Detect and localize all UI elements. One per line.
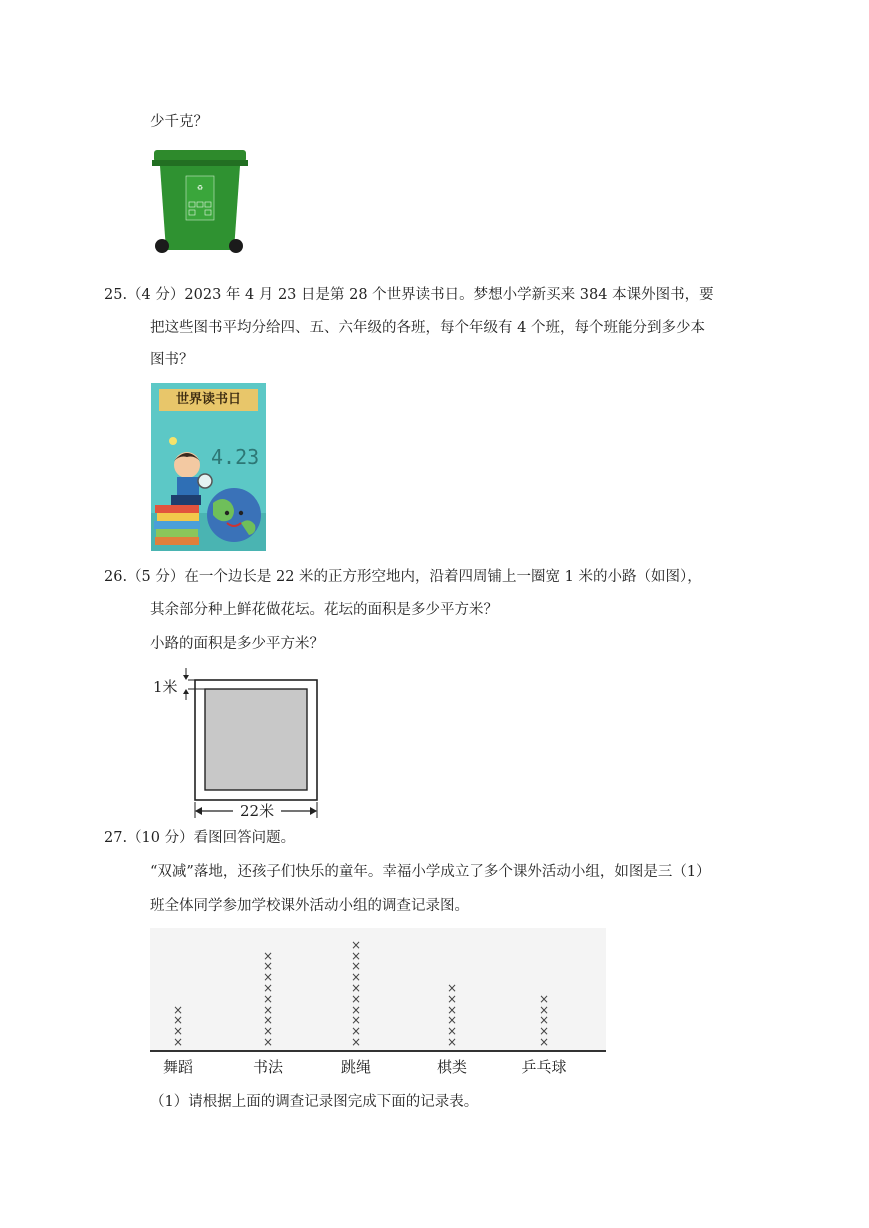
question-26-line-3: 小路的面积是多少平方米？ — [150, 636, 324, 652]
tally-mark: × — [262, 1002, 274, 1017]
tally-mark: × — [538, 1013, 550, 1028]
tally-mark: × — [172, 1013, 184, 1028]
tally-column — [349, 928, 363, 1049]
tally-mark: × — [262, 1024, 274, 1039]
trash-bin-image — [152, 150, 248, 260]
tally-mark: × — [262, 991, 274, 1006]
question-27-line-1: 27.（10 分）看图回答问题。 — [104, 830, 296, 846]
question-26-line-1: 26.（5 分）在一个边长是 22 米的正方形空地内，沿着四周铺上一圈宽 1 米的小路（如图）， — [104, 569, 702, 585]
tally-mark: × — [350, 1013, 362, 1028]
tally-column — [445, 928, 459, 1049]
tally-mark: × — [446, 1002, 458, 1017]
tally-mark: × — [262, 948, 274, 963]
tally-mark: × — [262, 970, 274, 985]
activity-tally-chart — [150, 928, 610, 1080]
category-label: 舞蹈 — [162, 1058, 193, 1076]
tally-mark: × — [446, 1013, 458, 1028]
question-25-line-2: 把这些图书平均分给四、五、六年级的各班，每个年级有 4 个班，每个班能分到多少本 — [150, 320, 705, 336]
tally-mark: × — [172, 1002, 184, 1017]
question-27-sub-1: （1）请根据上面的调查记录图完成下面的记录表。 — [150, 1094, 479, 1110]
tally-mark: × — [350, 1002, 362, 1017]
tally-mark: × — [262, 1035, 274, 1049]
tally-mark: × — [350, 991, 362, 1006]
svg-text:♻: ♻ — [196, 184, 204, 192]
tally-mark: × — [350, 1024, 362, 1039]
tally-mark: × — [350, 1035, 362, 1049]
square-garden-figure — [148, 666, 328, 826]
side-length-label: 22米 — [240, 802, 275, 820]
tally-mark: × — [172, 1035, 184, 1049]
world-book-day-poster — [151, 383, 266, 551]
tally-column — [537, 928, 551, 1049]
flower-bed — [205, 689, 307, 790]
question-24-tail: 少千克？ — [150, 114, 208, 130]
poster-title: 世界读书日 — [159, 389, 258, 411]
question-27-line-3: 班全体同学参加学校课外活动小组的调查记录图。 — [150, 898, 469, 914]
tally-mark: × — [446, 981, 458, 995]
category-label: 乒乓球 — [521, 1058, 567, 1076]
tally-mark: × — [538, 991, 550, 1006]
tally-mark: × — [538, 1035, 550, 1049]
question-27-line-2: “双减”落地，还孩子们快乐的童年。幸福小学成立了多个课外活动小组，如图是三（1） — [150, 864, 711, 880]
tally-mark: × — [350, 970, 362, 985]
x-axis-line — [150, 1050, 606, 1052]
tally-mark: × — [350, 937, 362, 952]
tally-column — [261, 928, 275, 1049]
tally-mark: × — [538, 1024, 550, 1039]
tally-mark: × — [350, 959, 362, 974]
poster-date: 4.23 — [211, 445, 260, 469]
tally-mark: × — [262, 1013, 274, 1028]
tally-mark: × — [262, 959, 274, 974]
tally-mark: × — [538, 1002, 550, 1017]
tally-mark: × — [350, 948, 362, 963]
question-26-line-2: 其余部分种上鲜花做花坛。花坛的面积是多少平方米？ — [150, 602, 498, 618]
category-label: 棋类 — [436, 1058, 467, 1076]
question-25-line-1: 25.（4 分）2023 年 4 月 23 日是第 28 个世界读书日。梦想小学新买来 384 本课外图书，要 — [104, 287, 714, 303]
question-25-line-3: 图书？ — [150, 352, 194, 368]
tally-mark: × — [350, 981, 362, 995]
tally-column — [171, 928, 185, 1049]
path-width-label: 1米 — [153, 678, 178, 696]
tally-mark: × — [446, 991, 458, 1006]
tally-mark: × — [446, 1035, 458, 1049]
category-label: 跳绳 — [340, 1058, 371, 1076]
tally-mark: × — [172, 1024, 184, 1039]
tally-mark: × — [446, 1024, 458, 1039]
tally-mark: × — [262, 981, 274, 995]
category-label: 书法 — [252, 1058, 283, 1076]
